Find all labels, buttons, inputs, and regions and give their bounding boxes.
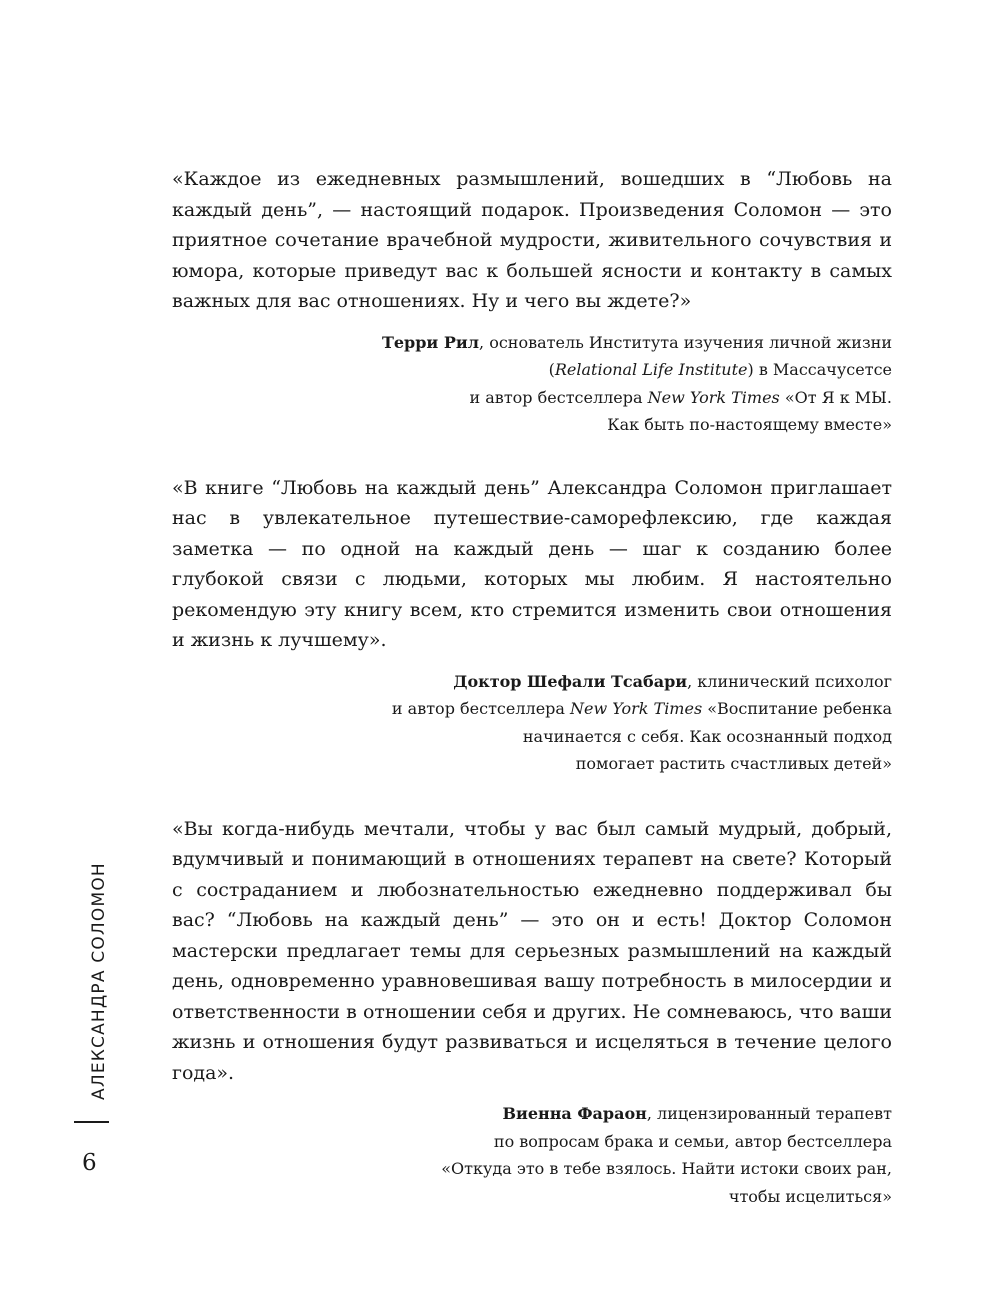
attribution-line <box>172 668 892 696</box>
running-head: АЛЕКСАНДРА СОЛОМОН <box>89 862 109 1100</box>
author-name: Доктор Шефали Тсабари <box>453 671 688 691</box>
institute-name: Relational Life Institute <box>554 360 748 379</box>
author-role: , лицензированный терапевт <box>646 1104 892 1123</box>
quote-attribution-2 <box>172 668 892 778</box>
attribution-text: и автор бестселлера <box>391 699 571 718</box>
attribution-line: Как быть по-настоящему вместе» <box>607 415 892 434</box>
attribution-line <box>172 356 892 384</box>
publication-name: New York Times <box>570 699 703 718</box>
testimonial-1 <box>172 164 892 439</box>
author-name: Виенна Фараон <box>502 1104 647 1123</box>
quote-text-3: «Вы когда-нибудь мечтали, чтобы у вас был самый мудрый, добрый, вдумчивый и понимающий в отношениях терапевт на свете? Который с состраданием и любознательностью ежедневно поддерживал бы вас? “Любовь на каждый день” — это он и есть! Доктор Соломон мастерски предлагает темы для серьезных размышлений на каждый день, одновременно уравновешивая вашу потребность в милосердии и ответственности в отношении себя и других. Не сомневаюсь, что ваши жизнь и отношения будут развиваться и исцеляться в течение целого года». <box>172 817 892 1084</box>
author-role: , основатель Института изучения личной жизни <box>479 332 892 352</box>
attribution-line <box>172 329 892 357</box>
page-content <box>172 164 892 1244</box>
quote-text-1: «Каждое из ежедневных размышлений, вошедших в “Любовь на каждый день”, — настоящий подарок. Произведения Соломон — это приятное сочетание врачебной мудрости, живительного сочувствия и юмора, которые приведут вас к большей ясности и контакту в самых важных для вас отношениях. Ну и чего вы ждете?» <box>172 168 892 312</box>
attribution-line <box>172 384 892 412</box>
attribution-line: «Откуда это в тебе взялось. Найти истоки своих ран, <box>441 1159 892 1178</box>
attribution-line: по вопросам брака и семьи, автор бестселлера <box>493 1131 892 1151</box>
author-role: , клинический психолог <box>687 671 892 691</box>
attribution-line: начинается с себя. Как осознанный подход <box>522 726 892 746</box>
author-name: Терри Рил <box>381 332 480 352</box>
quote-attribution-3 <box>172 1100 892 1210</box>
page-number: 6 <box>82 1150 97 1176</box>
quote-text-2: «В книге “Любовь на каждый день” Александра Соломон приглашает нас в увлекательное путешествие-саморефлексию, где каждая заметка — по одной на каждый день — шаг к созданию более глубокой связи с людьми, которых мы любим. Я настоятельно рекомендую эту книгу всем, кто стремится изменить свои отношения и жизнь к лучшему». <box>172 476 892 651</box>
testimonial-2 <box>172 473 892 778</box>
folio-rule <box>74 1121 109 1123</box>
paren-open: ( <box>548 360 555 379</box>
attribution-line: помогает растить счастливых детей» <box>575 754 892 773</box>
quote-attribution-1 <box>172 329 892 439</box>
attribution-line: чтобы исцелиться» <box>728 1186 892 1206</box>
book-title: «Воспитание ребенка <box>702 699 892 718</box>
attribution-line <box>172 1100 892 1128</box>
publication-name: New York Times <box>647 387 780 407</box>
attribution-text: и автор бестселлера <box>469 387 648 407</box>
attribution-text: ) в Массачусетсе <box>747 360 892 379</box>
attribution-line <box>172 695 892 723</box>
testimonial-3 <box>172 814 892 1211</box>
book-title: «От Я к МЫ. <box>779 387 892 407</box>
